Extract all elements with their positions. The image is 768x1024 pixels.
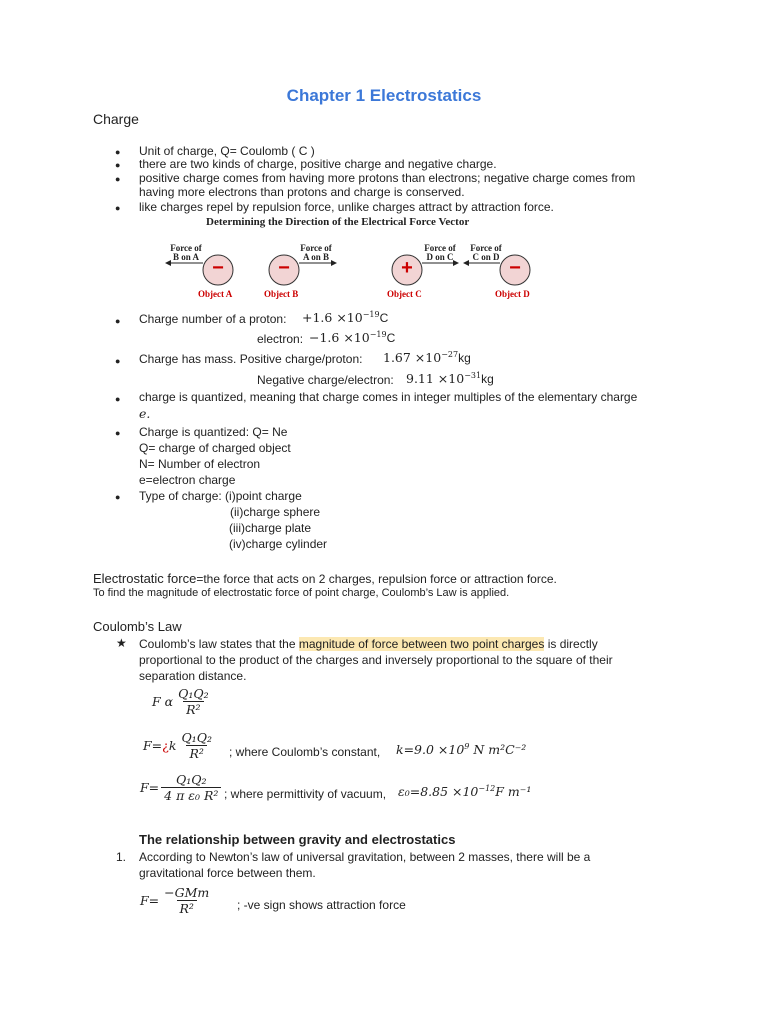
type-charge-sphere: (ii)charge sphere	[230, 505, 321, 519]
gravity-line1: According to Newton’s law of universal gravitation, between 2 masses, there will be a	[139, 850, 591, 864]
equation-proportional: F α $\frac{\text{Q₁Q₂}}{\text{R²}}$	[152, 686, 209, 717]
mass-electron-label: Negative charge/electron:	[257, 373, 394, 387]
force-label-a-on-b: Force of A on B	[300, 243, 332, 262]
section-heading-charge: Charge	[93, 111, 139, 127]
object-d-label: Object D	[495, 289, 530, 299]
quantized-text: charge is quantized, meaning that charge comes in integer multiples of the elementary charge	[139, 390, 638, 404]
object-a-sign: −	[212, 257, 224, 279]
bullet-positive-charge-line1: positive charge comes from having more protons than electrons; negative charge comes from	[139, 171, 636, 185]
bullet-dot: ●	[115, 428, 121, 438]
bullet-dot: ●	[115, 160, 121, 170]
bullet-dot: ●	[115, 147, 121, 157]
bullet-positive-charge-line2: having more electrons than protons and charge is conserved.	[139, 185, 465, 199]
coulomb-statement-line1: Coulomb’s law states that the magnitude of force between two point charges is directly	[139, 637, 598, 651]
proton-charge-label: Charge number of a proton:	[139, 312, 287, 326]
coulomb-law-note: To find the magnitude of electrostatic force of point charge, Coulomb’s Law is applied.	[93, 587, 510, 599]
e-definition: e=electron charge	[139, 473, 236, 487]
section-heading-coulomb: Coulomb’s Law	[93, 619, 182, 634]
electron-charge-value: $-1.6 \times 10^{-19}C$	[309, 330, 396, 346]
bullet-unit-of-charge: Unit of charge, Q= Coulomb ( C )	[139, 144, 315, 158]
diagram-caption: Determining the Direction of the Electrical Force Vector	[206, 216, 470, 228]
object-b-sign: −	[278, 257, 290, 279]
n-definition: N= Number of electron	[139, 457, 261, 471]
force-label-b-on-a: Force of B on A	[170, 243, 202, 262]
bullet-dot: ●	[115, 356, 121, 366]
electrostatic-force-definition: Electrostatic force=the force that acts on 2 charges, repulsion force or attraction force.	[93, 571, 557, 586]
gravity-line2: gravitational force between them.	[139, 866, 316, 880]
coulomb-statement-line3: separation distance.	[139, 669, 247, 683]
list-number: 1.	[116, 850, 127, 864]
electron-charge-label: electron:	[257, 332, 304, 346]
bullet-dot: ●	[115, 492, 121, 502]
object-a-label: Object A	[198, 289, 233, 299]
mass-proton-value: $1.67 \times 10^{-27}kg$	[383, 350, 471, 366]
star-bullet: ★	[116, 636, 127, 650]
bullet-dot: ●	[115, 394, 121, 404]
type-charge-cylinder: (iv)charge cylinder	[229, 537, 328, 551]
coulomb-statement-line2: proportional to the product of the charges and inversely proportional to the square of their	[139, 653, 613, 667]
q-definition: Q= charge of charged object	[139, 441, 291, 455]
q-equals-ne: Charge is quantized: Q= Ne	[139, 425, 288, 439]
object-c-label: Object C	[387, 289, 422, 299]
page-title: Chapter 1 Electrostatics	[286, 86, 482, 105]
coulomb-constant-value: $k=9.0 \times 10^9$ N m²C⁻²	[396, 742, 527, 758]
permittivity-note: ; where permittivity of vacuum,	[224, 787, 387, 801]
mass-electron-value: $9.11 \times 10^{-31}kg$	[406, 371, 494, 387]
types-of-charge: Type of charge: (i)point charge	[139, 489, 302, 503]
permittivity-value: $\varepsilon_0=8.85 \times 10^{-12}F$ m⁻¹	[398, 784, 532, 800]
coulomb-constant-note: ; where Coulomb’s constant,	[229, 745, 381, 759]
object-d-sign: −	[509, 257, 521, 279]
bullet-dot: ●	[115, 316, 121, 326]
equation-coulomb-permittivity: F= $\frac{\text{Q₁Q₂}}{\text{4 π ε₀ R²}}$	[140, 772, 223, 803]
electrostatic-force-term: Electrostatic force	[93, 571, 197, 586]
bullet-two-kinds: there are two kinds of charge, positive charge and negative charge.	[139, 157, 497, 171]
type-charge-plate: (iii)charge plate	[229, 521, 312, 535]
force-vector-diagram	[160, 240, 560, 305]
bullet-like-charges: like charges repel by repulsion force, unlike charges attract by attraction force.	[139, 200, 554, 214]
equation-coulomb-k: F= ¿ k $\frac{\text{Q₁Q₂}}{\text{R²}}$	[143, 730, 212, 761]
force-label-c-on-d: Force of C on D	[470, 243, 502, 262]
gravity-heading: The relationship between gravity and electrostatics	[139, 832, 456, 847]
bullet-dot: ●	[115, 174, 121, 184]
proton-charge-value: $+1.6 \times 10^{-19}C$	[302, 310, 389, 326]
elementary-charge-symbol: e.	[139, 406, 151, 421]
gravity-note: ; -ve sign shows attraction force	[237, 898, 406, 912]
equation-gravity: F= $\frac{\text{−GMm}}{\text{R²}}$	[140, 885, 210, 916]
highlighted-phrase: magnitude of force between two point charges	[298, 637, 545, 651]
mass-proton-label: Charge has mass. Positive charge/proton:	[139, 352, 363, 366]
force-label-d-on-c: Force of D on C	[424, 243, 456, 262]
bullet-dot: ●	[115, 203, 121, 213]
object-c-sign: +	[401, 257, 413, 279]
object-b-label: Object B	[264, 289, 299, 299]
